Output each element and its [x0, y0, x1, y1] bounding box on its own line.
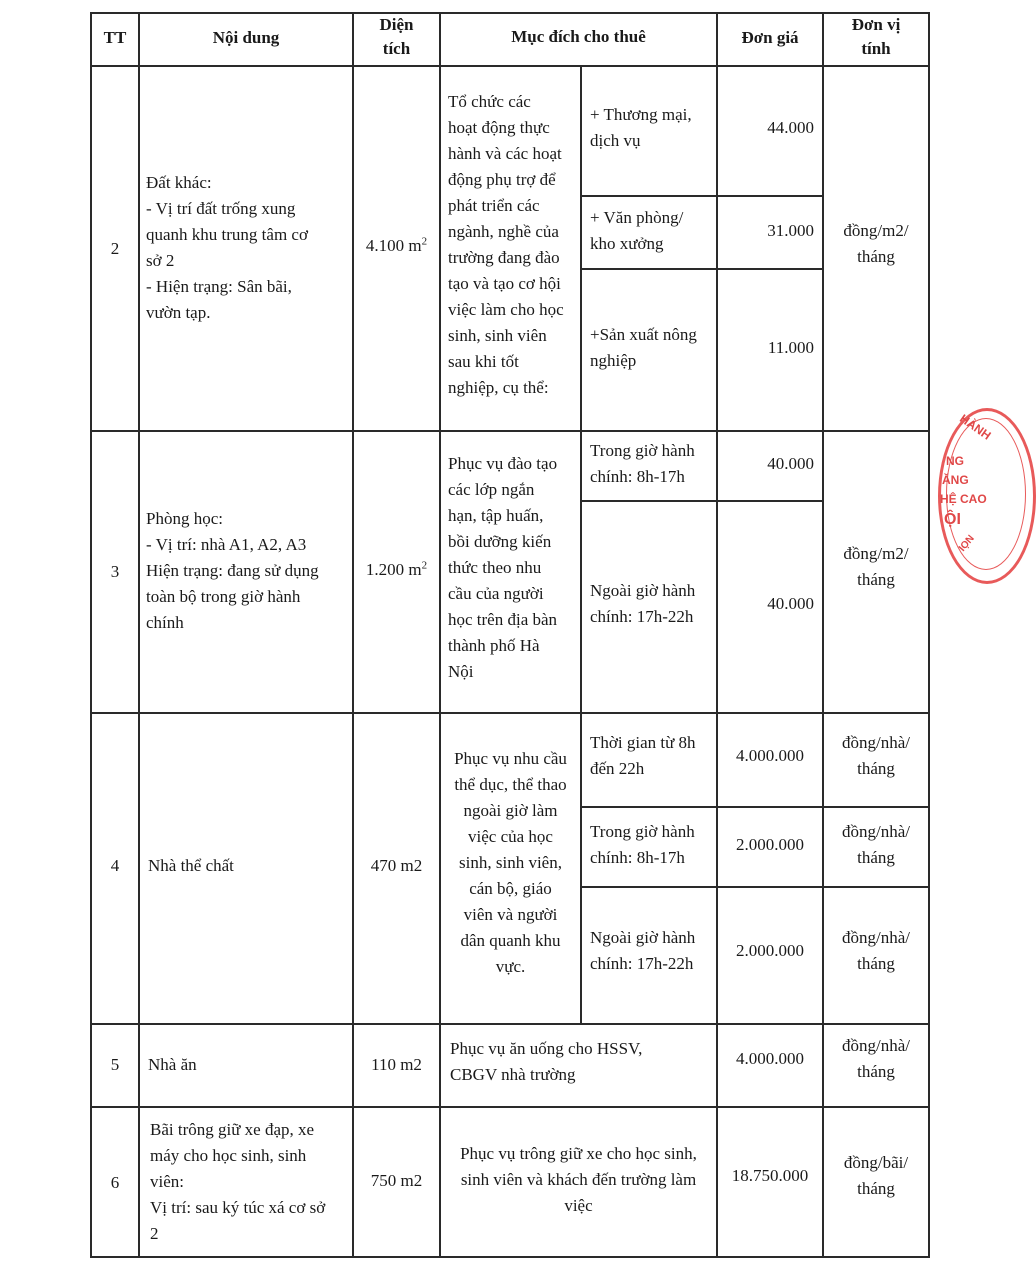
header-muc-dich: Mục đích cho thuê	[511, 27, 646, 46]
row-number: 3	[110, 562, 120, 581]
price: 4.000.000	[736, 746, 804, 765]
price: 4.000.000	[736, 1049, 804, 1068]
row-number: 2	[110, 239, 120, 258]
row-area: 470 m2	[370, 856, 423, 875]
header-don-gia: Đơn giá	[741, 28, 799, 47]
row-number: 6	[110, 1173, 120, 1192]
sub-purpose: Trong giờ hành chính: 8h-17h	[590, 822, 695, 867]
row-purpose: Phục vụ đào tạo các lớp ngắn hạn, tập huấn, bồi dưỡng kiến thức theo nhu cầu của người học trên địa bàn thành phố Hà Nội	[448, 454, 558, 681]
price: 44.000	[767, 118, 814, 137]
sub-purpose: Ngoài giờ hành chính: 17h-22h	[590, 928, 696, 973]
header-don-vi: Đơn vị tính	[851, 15, 901, 58]
price: 40.000	[767, 594, 814, 613]
row-content: Nhà thể chất	[148, 856, 234, 875]
row-content: Bãi trông giữ xe đạp, xe máy cho học sinh, sinh viên: Vị trí: sau ký túc xá cơ sở 2	[150, 1120, 326, 1243]
row-area: 1.200 $m^2$	[365, 559, 428, 579]
row-purpose: Phục vụ trông giữ xe cho học sinh, sinh viên và khách đến trường làm việc	[460, 1144, 697, 1215]
sub-purpose: Thời gian từ 8h đến 22h	[590, 733, 696, 778]
row-content: Nhà ăn	[148, 1055, 197, 1074]
row-content: Phòng học: - Vị trí: nhà A1, A2, A3 Hiện trạng: đang sử dụng toàn bộ trong giờ hành chính	[146, 509, 319, 632]
price: 18.750.000	[731, 1166, 809, 1185]
row-purpose: Phục vụ ăn uống cho HSSV, CBGV nhà trường	[450, 1039, 643, 1084]
unit: đồng/m2/ tháng	[843, 221, 909, 266]
unit: đồng/nhà/ tháng	[842, 822, 910, 867]
row-area: 750 m2	[370, 1171, 423, 1190]
sub-purpose: + Văn phòng/ kho xưởng	[590, 208, 684, 253]
sub-purpose: +Sản xuất nông nghiệp	[590, 325, 697, 370]
price: 2.000.000	[736, 835, 804, 854]
price: 2.000.000	[736, 941, 804, 960]
unit: đồng/bãi/ tháng	[843, 1153, 909, 1198]
price: 11.000	[767, 338, 814, 357]
row-number: 5	[110, 1055, 120, 1074]
header-dien-tich: Diện tích	[379, 15, 414, 58]
sub-purpose: Ngoài giờ hành chính: 17h-22h	[590, 581, 696, 626]
row-number: 4	[110, 856, 120, 875]
unit: đồng/nhà/ tháng	[842, 1036, 910, 1081]
row-purpose: Phục vụ nhu cầu thể dục, thể thao ngoài giờ làm việc của học sinh, sinh viên, cán bộ, giáo viên và người dân quanh khu vực.	[454, 749, 567, 976]
header-tt: TT	[103, 28, 127, 47]
row-area: 4.100 $m^2$	[365, 235, 428, 255]
row-purpose: Tổ chức các hoạt động thực hành và các hoạt động phụ trợ để phát triển các ngành, nghề của trường đang đào tạo và tạo cơ hội việc làm cho học sinh, sinh viên sau khi tốt nghiệp, cụ thể:	[448, 92, 564, 397]
price: 31.000	[767, 221, 814, 240]
sub-purpose: + Thương mại, dịch vụ	[590, 105, 692, 150]
sub-purpose: Trong giờ hành chính: 8h-17h	[590, 441, 695, 486]
unit: đồng/m2/ tháng	[843, 544, 909, 589]
row-content: Đất khác: - Vị trí đất trống xung quanh khu trung tâm cơ sở 2 - Hiện trạng: Sân bãi, vườn tạp.	[146, 173, 308, 322]
unit: đồng/nhà/ tháng	[842, 733, 910, 778]
header-noi-dung: Nội dung	[212, 28, 280, 47]
row-area: 110 m2	[371, 1055, 422, 1074]
unit: đồng/nhà/ tháng	[842, 928, 910, 973]
price: 40.000	[767, 454, 814, 473]
